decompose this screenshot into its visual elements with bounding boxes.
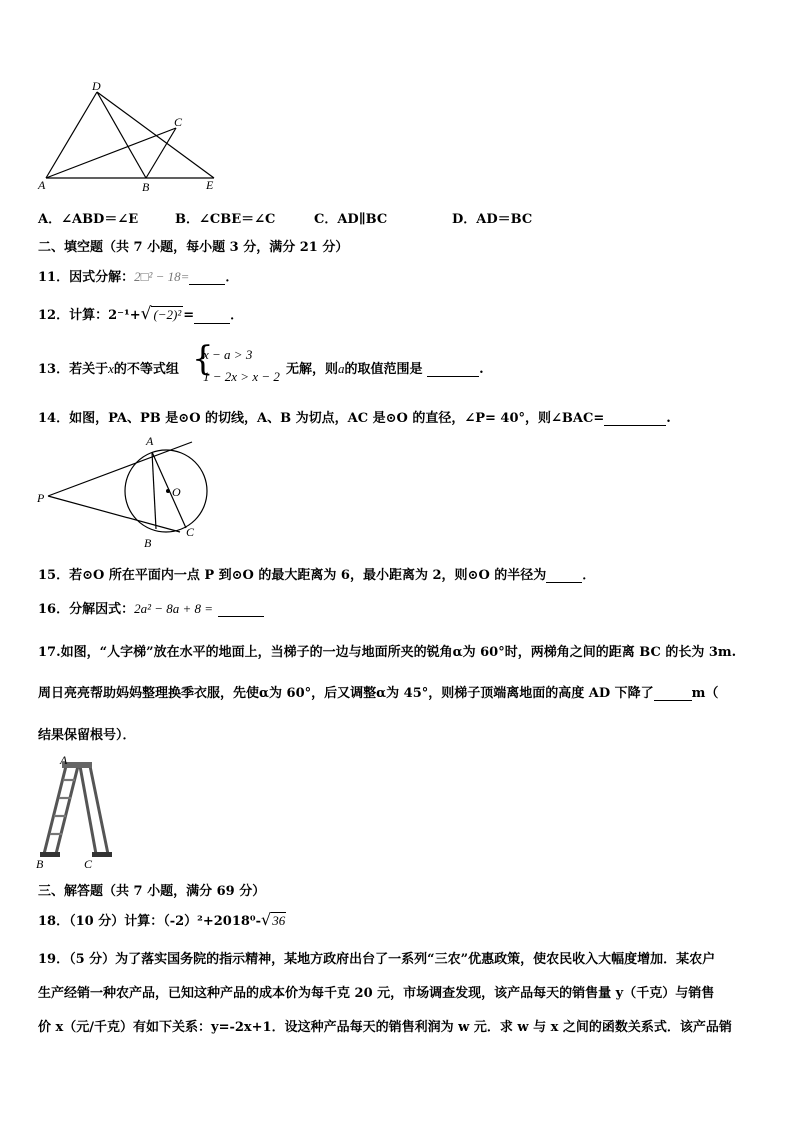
q17-ladder-figure	[34, 754, 124, 870]
section3-heading: 三、解答题（共 7 小题，满分 69 分）	[38, 884, 266, 899]
answer-blank	[427, 364, 479, 377]
point-label-o: O	[172, 485, 181, 499]
question-17-line-1: 17.如图，“人字梯”放在水平的地面上，当梯子的一边与地面所夹的锐角α为 60°时，两梯角之间的距离 BC 的长为 3m.	[38, 645, 737, 660]
point-label-b: B	[36, 857, 44, 870]
point-label-a: A	[38, 178, 46, 192]
question-18: 18．（10 分）计算：（-2）²+2018⁰-√36	[38, 910, 286, 929]
option-d: D．AD＝BC	[452, 212, 533, 227]
question-19-line-1: 19．（5 分）为了落实国务院的指示精神，某地方政府出台了一系列“三农”优惠政策，使农民收入大幅度增加．某农户	[38, 952, 716, 967]
answer-blank	[189, 272, 225, 285]
question-17-line-3: 结果保留根号）．	[38, 728, 136, 743]
answer-blank	[604, 413, 666, 426]
question-14: 14．如图，PA、PB 是⊙O 的切线，A、B 为切点，AC 是⊙O 的直径，∠P= 40°，则∠BAC= .	[38, 411, 671, 426]
question-13-tail: 无解，则a的取值范围是 .	[286, 361, 484, 377]
q16-expression: 2a² − 8a + 8 =	[134, 601, 214, 616]
point-label-p: P	[37, 491, 45, 505]
point-label-a: A	[60, 754, 68, 767]
sqrt-expression: √36	[261, 910, 286, 929]
section2-heading: 二、填空题（共 7 小题，每小题 3 分，满分 21 分）	[38, 240, 349, 255]
question-17-line-2: 周日亮亮帮助妈妈整理换季衣服，先使α为 60°，后又调整α为 45°，则梯子顶端离地面的高度 AD 下降了 m（	[38, 686, 719, 701]
point-label-b: B	[144, 536, 152, 550]
brace-symbol: {	[192, 339, 214, 379]
point-label-d: D	[92, 79, 101, 93]
question-15: 15．若⊙O 所在平面内一点 P 到⊙O 的最大距离为 6，最小距离为 2，则⊙O 的半径为 ．	[38, 568, 596, 583]
option-a: A．∠ABD＝∠E	[38, 212, 139, 227]
answer-blank	[654, 688, 692, 701]
question-12: 12．计算：2⁻¹+√ (−2)² = ．	[38, 304, 244, 324]
inequality-1: x − a > 3	[203, 347, 253, 362]
question-19-line-3: 价 x（元/千克）有如下关系：y=-2x+1．设这种产品每天的销售利润为 w 元．求 w 与 x 之间的函数关系式．该产品销	[38, 1020, 732, 1035]
answer-blank	[546, 570, 582, 583]
point-label-b: B	[142, 180, 150, 194]
question-16: 16．分解因式：2a² − 8a + 8 =	[38, 598, 264, 617]
question-11: 11．因式分解：2□² − 18= ．	[38, 269, 239, 285]
point-label-c: C	[186, 525, 195, 539]
answer-blank	[194, 311, 230, 324]
point-label-c: C	[174, 115, 183, 129]
point-label-e: E	[206, 178, 214, 192]
answer-blank	[218, 604, 264, 617]
q11-expression: 2□² − 18=	[134, 269, 190, 284]
point-label-a: A	[146, 434, 154, 448]
option-c: C．AD∥BC	[314, 212, 388, 227]
q10-triangle-figure	[34, 78, 224, 196]
option-b: B．∠CBE＝∠C	[175, 212, 276, 227]
sqrt-expression: √ (−2)²	[140, 304, 182, 324]
q14-circle-tangent-figure	[34, 432, 214, 550]
inequality-2: 1 − 2x > x − 2	[203, 369, 280, 384]
point-label-c: C	[84, 857, 93, 870]
question-13: 13．若关于x的不等式组	[38, 361, 179, 377]
question-19-line-2: 生产经销一种农产品，已知这种产品的成本价为每千克 20 元，市场调查发现，该产品每天的销售量 y（千克）与销售	[38, 986, 715, 1001]
